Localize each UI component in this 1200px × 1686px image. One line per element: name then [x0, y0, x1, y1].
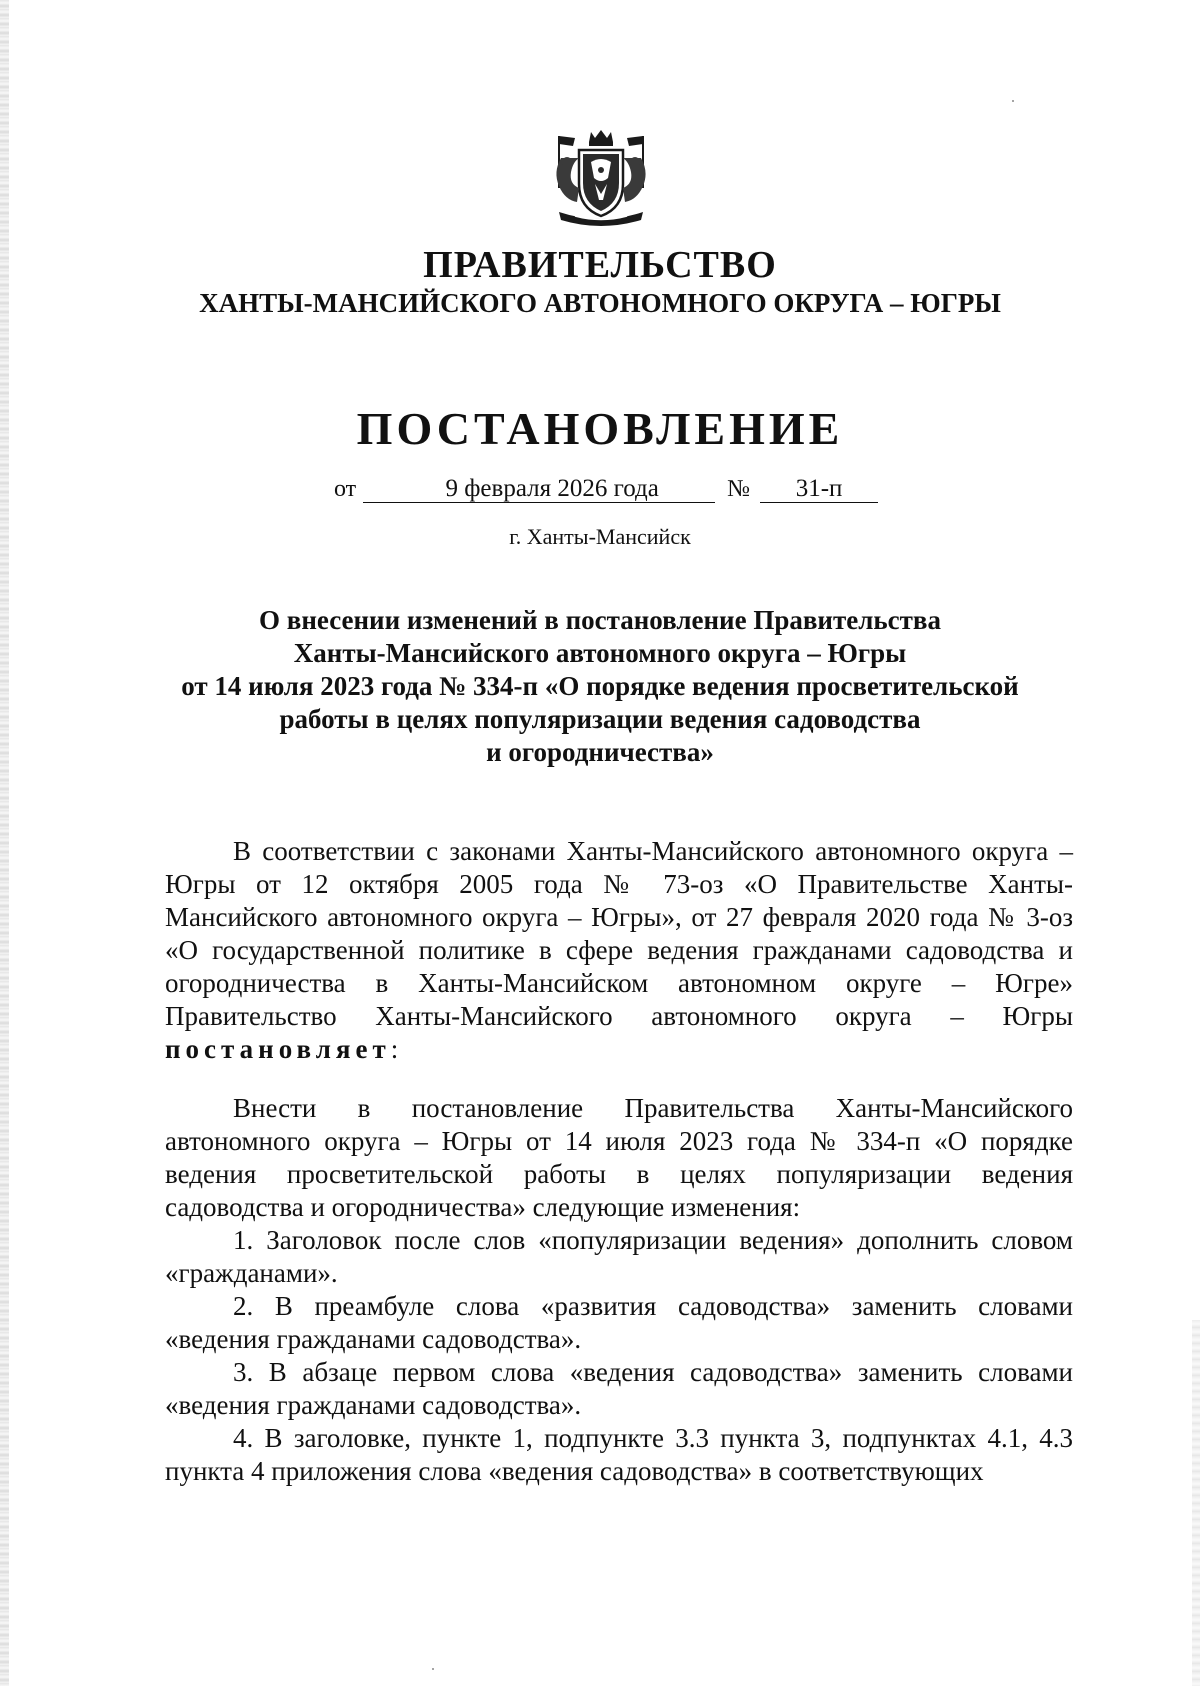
document-type-heading: ПОСТАНОВЛЕНИЕ [356, 403, 844, 454]
amendment-item: 2. В преамбуле слова «развития садоводства» заменить словами «ведения гражданами садоводства». [165, 1291, 1073, 1354]
number-prefix: № [727, 476, 751, 502]
government-subtitle: ХАНТЫ-МАНСИЙСКОГО АВТОНОМНОГО ОКРУГА – ЮГРЫ [199, 288, 1001, 318]
amendment-item: 4. В заголовке, пункте 1, подпункте 3.3 пункта 3, подпунктах 4.1, 4.3 пункта 4 приложения слова «ведения садоводства» в соответствующих [165, 1423, 1073, 1486]
subject-line: Ханты-Мансийского автономного округа – Югры [293, 638, 907, 668]
subject-line: О внесении изменений в постановление Правительства [259, 605, 941, 635]
date-prefix: от [334, 476, 357, 502]
scan-speck [1012, 100, 1014, 102]
decree-subject [0, 604, 1200, 769]
preamble-text: В соответствии с законами Ханты-Мансийского автономного округа – Югры от 12 октября 2005 года № 73-оз «О Правительстве Ханты-Мансийского автономного округа – Югры», от 27 февраля 2020 года № 3-оз «О государственной политике в сфере ведения гражданами садоводства и огородничества в Ханты-Мансийском автономном округе – Югре» Правительство Ханты-Мансийского автономного округа – Югры [165, 836, 1073, 1031]
date-number-line [334, 476, 878, 503]
khmao-coat-of-arms-icon [545, 128, 657, 228]
amendment-intro: Внести в постановление Правительства Ханты-Мансийского автономного округа – Югры от 14 июля 2023 года № 334-п «О порядке ведения просветительской работы в целях популяризации ведения садоводства и огородничества» следующие изменения: [165, 1093, 1073, 1222]
preamble-paragraph [165, 835, 1073, 1066]
subject-line: работы в целях популяризации ведения садоводства [279, 704, 921, 734]
government-title: ПРАВИТЕЛЬСТВО [423, 244, 777, 286]
amendment-item: 1. Заголовок после слов «популяризации ведения» дополнить словом «гражданами». [165, 1225, 1073, 1288]
subject-line: от 14 июля 2023 года № 334-п «О порядке ведения просветительской [181, 671, 1019, 701]
amendments-block [165, 1092, 1073, 1488]
resolve-colon: : [390, 1034, 399, 1064]
decree-number: 31-п [760, 476, 878, 503]
scan-speck [432, 1668, 434, 1670]
amendment-item: 3. В абзаце первом слова «ведения садоводства» заменить словами «ведения гражданами садоводства». [165, 1357, 1073, 1420]
decree-date: 9 февраля 2026 года [363, 476, 715, 503]
scan-edge-right [1192, 1320, 1200, 1686]
subject-line: и огородничества» [486, 737, 714, 767]
preamble-block [165, 835, 1073, 1066]
city-of-issue: г. Ханты-Мансийск [509, 524, 691, 549]
resolve-word: постановляет [165, 1034, 391, 1064]
